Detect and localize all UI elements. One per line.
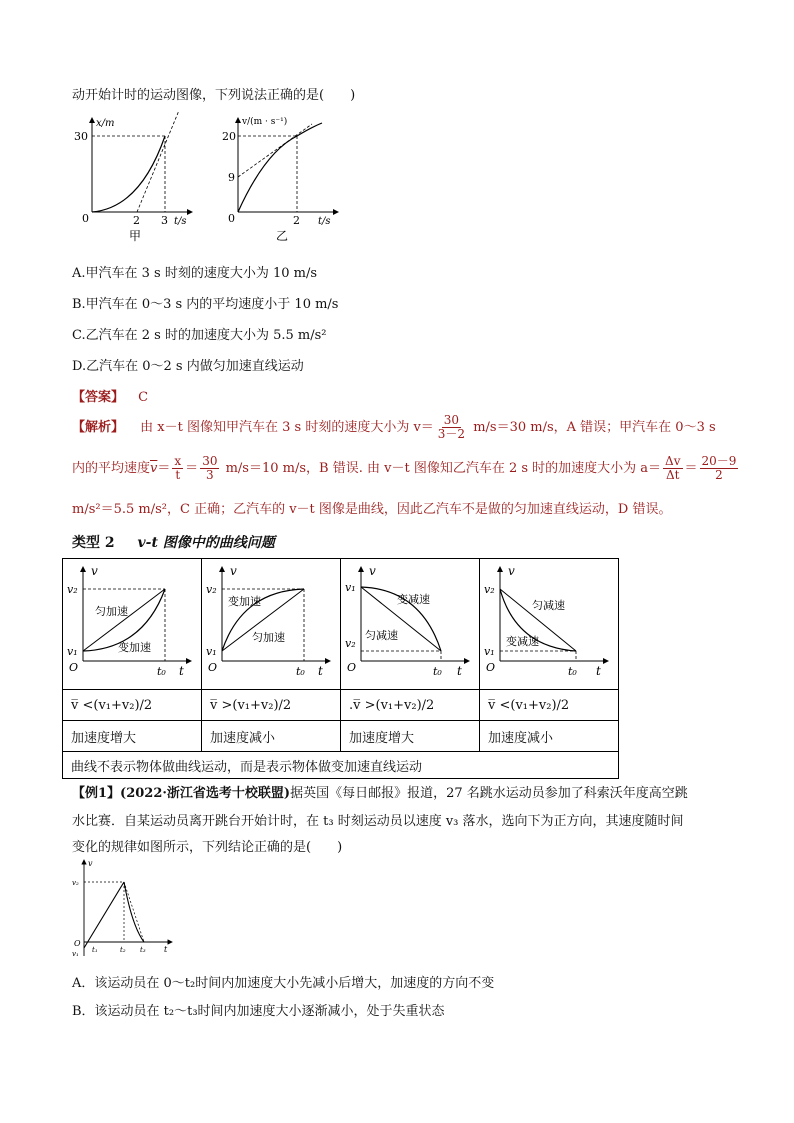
example-line-1: 【例1】(2022·浙江省选考十校联盟)据英国《每日邮报》报道，27 名跳水运动员参加了科索沃年度高空跳	[72, 786, 688, 801]
caption-yi: 乙	[276, 229, 289, 243]
table-note: 曲线不表示物体做曲线运动，而是表示物体做变加速直线运动	[63, 752, 619, 779]
option-c: C.乙汽车在 2 s 时的加速度大小为 5.5 m/s²	[72, 328, 327, 343]
svg-text:v₂: v₂	[67, 583, 78, 596]
example-tag: 【例1】	[72, 786, 121, 801]
svg-text:v₂: v₂	[72, 879, 79, 887]
example-graph	[70, 856, 180, 960]
acc-cell-3: 加速度增大	[341, 721, 480, 752]
svg-text:v: v	[88, 859, 93, 868]
svg-text:v: v	[369, 564, 376, 578]
avg-cell-2: v̅ >(v₁+v₂)/2	[202, 690, 341, 721]
svg-text:v₂: v₂	[206, 583, 217, 596]
fraction: $\frac{30}{3-2}$	[437, 413, 466, 441]
svg-text:t₃: t₃	[140, 946, 146, 954]
svg-text:t: t	[457, 664, 462, 678]
svg-text:v₁: v₁	[67, 645, 78, 658]
answer-label: 【答案】	[72, 390, 125, 405]
x-tick-2: 2	[133, 214, 140, 227]
y-axis-label: v/(m · s⁻¹)	[242, 117, 288, 127]
section-heading	[72, 532, 275, 552]
svg-text:v₁: v₁	[345, 581, 356, 594]
answer-line	[72, 386, 148, 405]
svg-text:t₀: t₀	[568, 665, 577, 678]
svg-text:变加速: 变加速	[228, 595, 261, 608]
svg-text:t: t	[318, 664, 323, 678]
svg-text:t₀: t₀	[296, 665, 305, 678]
y-axis-label: x/m	[96, 118, 115, 129]
svg-text:匀减速: 匀减速	[365, 629, 398, 642]
svg-text:变减速: 变减速	[506, 635, 539, 648]
answer-value: C	[138, 390, 149, 405]
svg-text:匀加速: 匀加速	[95, 605, 128, 618]
graph-yi	[220, 112, 350, 250]
example-option-b: B．该运动员在 t₂～t₃时间内加速度大小逐渐减小，处于失重状态	[72, 1004, 445, 1019]
graph-jia	[70, 112, 200, 250]
svg-text:变减速: 变减速	[397, 593, 430, 606]
x-axis-label: t/s	[174, 216, 187, 227]
svg-text:O: O	[347, 661, 357, 674]
section-label: 类型 2	[72, 535, 115, 551]
example-line-2: 水比赛．自某运动员离开跳台开始计时，在 t₃ 时刻运动员以速度 v₃ 落水，选向下为正方向，其速度随时间	[72, 814, 684, 829]
curve-cell-1	[63, 559, 202, 690]
example-source: (2022·浙江省选考十校联盟)	[120, 786, 291, 801]
svg-text:匀加速: 匀加速	[252, 631, 285, 644]
example-option-a: A．该运动员在 0～t₂时间内加速度大小先减小后增大，加速度的方向不变	[72, 976, 495, 991]
svg-text:O: O	[486, 661, 496, 674]
svg-text:t: t	[179, 664, 184, 678]
avg-cell-4: v̅ <(v₁+v₂)/2	[480, 690, 619, 721]
origin-label: 0	[82, 212, 89, 225]
avg-cell-1: v̅ <(v₁+v₂)/2	[63, 690, 202, 721]
tangent-line	[137, 112, 180, 212]
svg-text:O: O	[208, 661, 218, 674]
avg-cell-3: .v̅ >(v₁+v₂)/2	[341, 690, 480, 721]
svg-text:t₂: t₂	[120, 946, 126, 954]
svg-text:t: t	[164, 945, 168, 954]
example-line-3: 变化的规律如图所示，下列结论正确的是( )	[72, 840, 343, 855]
svg-text:t₁: t₁	[92, 946, 98, 954]
y-tick-20: 20	[222, 130, 236, 143]
curve-cell-4	[480, 559, 619, 690]
acc-cell-4: 加速度减小	[480, 721, 619, 752]
svg-text:v₂: v₂	[484, 583, 495, 596]
analysis-line-1: 【解析】 由 x－t 图像知甲汽车在 3 s 时刻的速度大小为 v＝ $\frac{30}{3-2}$ m/s＝30 m/s，A 错误；甲汽车在 0～3 s	[72, 413, 716, 441]
option-b: B.甲汽车在 0～3 s 内的平均速度小于 10 m/s	[72, 297, 339, 312]
svg-text:v₂: v₂	[345, 637, 356, 650]
x-tick-2: 2	[293, 214, 300, 227]
curve-table	[62, 558, 619, 779]
svg-text:t₀: t₀	[433, 665, 442, 678]
svg-text:变加速: 变加速	[118, 641, 151, 654]
caption-jia: 甲	[129, 229, 142, 243]
analysis-line-2: 内的平均速度$\overline{v}=$ $\frac{x}{t}$ ＝ $\frac{30}{3}$ m/s＝10 m/s，B 错误. 由 v－t 图像知乙汽车在 2 s 时的加速度大小为 a＝ $\frac{\Delta v}{\Delta t}$ ＝ $\frac{20-9}{2}$	[72, 454, 737, 482]
svg-text:匀减速: 匀减速	[532, 599, 565, 612]
svg-text:v₁: v₁	[206, 645, 217, 658]
analysis-label: 【解析】	[72, 420, 125, 435]
svg-text:v: v	[230, 564, 237, 578]
fraction: $\frac{30}{3}$	[202, 454, 218, 482]
svg-text:v₁: v₁	[72, 950, 79, 958]
svg-text:v: v	[508, 564, 515, 578]
acc-cell-1: 加速度增大	[63, 721, 202, 752]
acc-cell-2: 加速度减小	[202, 721, 341, 752]
svg-text:v: v	[91, 564, 98, 578]
fraction: $\frac{x}{t}$	[174, 454, 182, 482]
fraction: $\frac{20-9}{2}$	[701, 454, 737, 482]
curve-cell-2	[202, 559, 341, 690]
option-a: A.甲汽车在 3 s 时刻的速度大小为 10 m/s	[72, 266, 318, 281]
analysis-line-3: m/s²＝5.5 m/s²，C 正确；乙汽车的 v－t 图像是曲线，因此乙汽车不是做的匀加速直线运动，D 错误。	[72, 502, 672, 517]
y-tick-30: 30	[74, 130, 88, 143]
svg-text:O: O	[69, 661, 79, 674]
option-d: D.乙汽车在 0～2 s 内做匀加速直线运动	[72, 359, 304, 374]
svg-text:v₁: v₁	[484, 645, 495, 658]
x-tick-3: 3	[161, 214, 168, 227]
x-axis-label: t/s	[318, 216, 331, 227]
tangent-line	[238, 124, 312, 177]
origin-label: 0	[228, 212, 235, 225]
x-t-curve	[92, 136, 165, 212]
svg-text:t: t	[596, 664, 601, 678]
section-title: v-t 图像中的曲线问题	[137, 535, 275, 551]
curve-cell-3	[341, 559, 480, 690]
svg-text:O: O	[74, 939, 81, 948]
v-bar: $\overline{v}$	[150, 461, 158, 476]
fraction: $\frac{\Delta v}{\Delta t}$	[665, 454, 681, 482]
y-tick-9: 9	[228, 171, 235, 184]
svg-text:t₀: t₀	[157, 665, 166, 678]
question-stem: 动开始计时的运动图像，下列说法正确的是( )	[72, 88, 356, 103]
